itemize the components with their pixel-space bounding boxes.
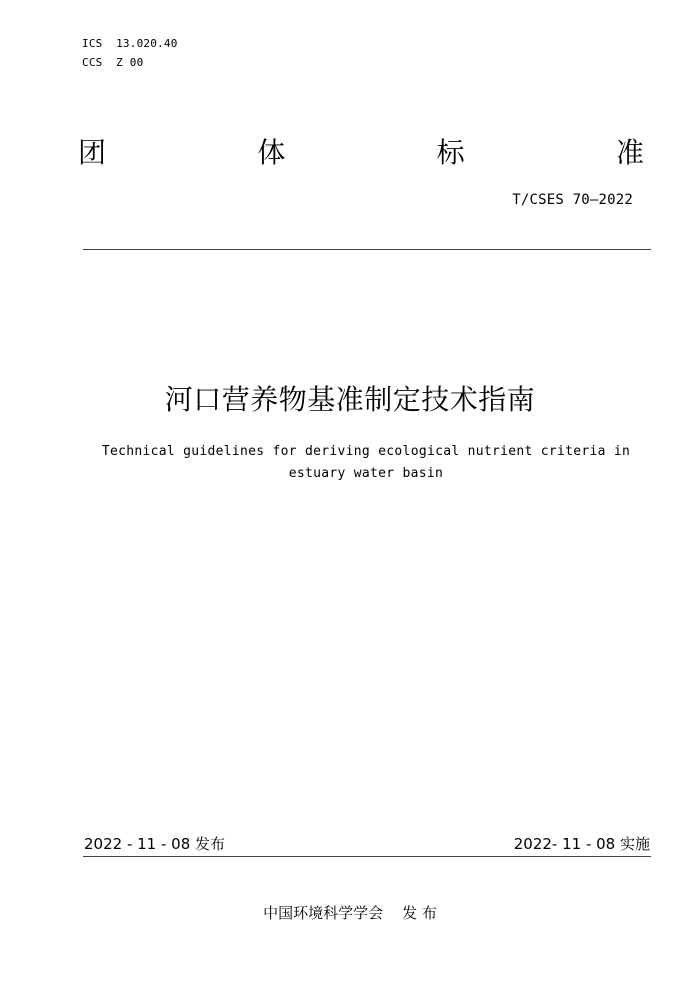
- implementation-date: 2022- 11 - 08 实施: [513, 835, 650, 853]
- standard-type-heading: [78, 136, 644, 170]
- standard-type-char-3: 标: [436, 136, 465, 169]
- classification-codes: [82, 34, 178, 72]
- document-title-chinese: 河口营养物基准制定技术指南: [164, 383, 536, 416]
- document-title-english: [82, 441, 650, 485]
- top-divider: [83, 249, 651, 250]
- ccs-code: CCS Z 00: [82, 56, 144, 69]
- document-title-english-line-1: Technical guidelines for deriving ecological nutrient criteria in: [101, 444, 631, 459]
- standard-number: T/CSES 70—2022: [512, 192, 633, 208]
- bottom-divider: [83, 856, 651, 857]
- publish-date: 2022 - 11 - 08 发布: [84, 835, 226, 853]
- ics-code: ICS 13.020.40: [82, 37, 178, 50]
- standard-type-char-2: 体: [257, 136, 286, 169]
- standard-type-char-4: 准: [615, 136, 644, 169]
- document-title-english-line-2: estuary water basin: [288, 466, 444, 481]
- standard-type-char-1: 团: [78, 136, 107, 169]
- publisher-line: 中国环境科学学会 发 布: [263, 904, 437, 922]
